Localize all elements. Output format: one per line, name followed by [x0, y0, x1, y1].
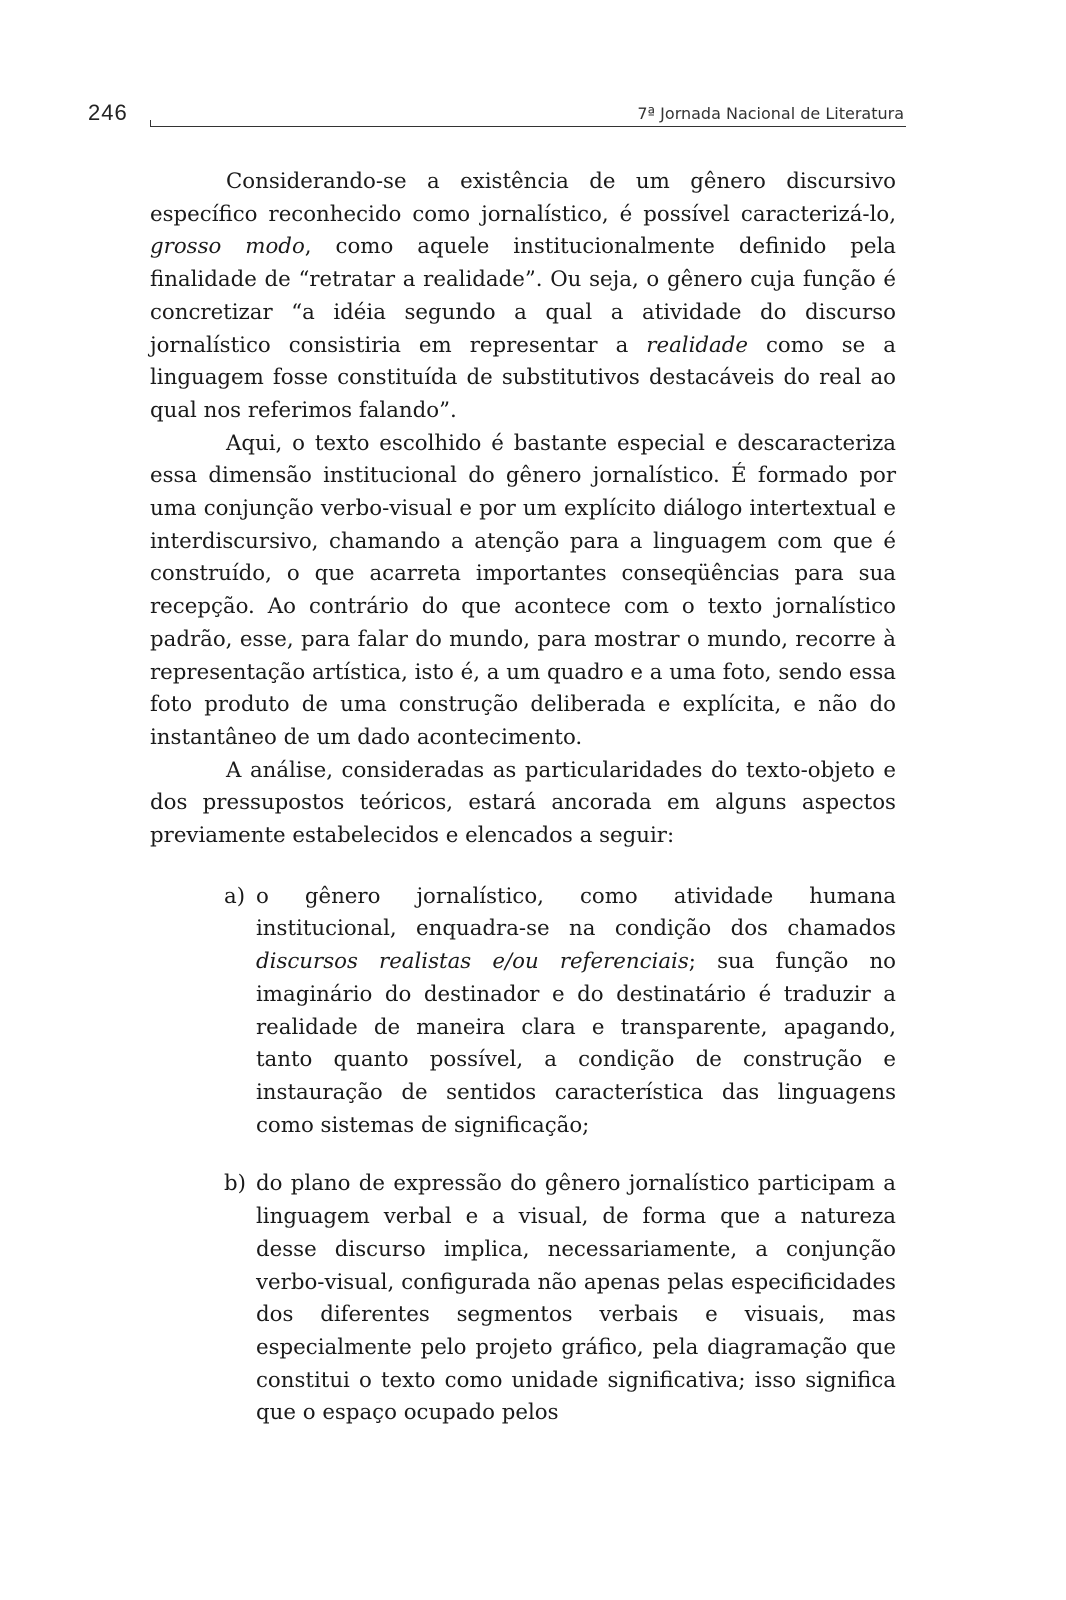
header-rule: [150, 126, 906, 127]
paragraph-1-text-b: , como aquele institucionalmente definido pela finalidade de “retratar a realidade”. Ou seja, o gênero cuja função é concretizar “a idéia segundo a qual a atividade do discurso jornalístico consistiria em representar a: [150, 234, 896, 358]
paragraph-1: [150, 166, 896, 428]
list-item-a-text-b: ; sua função no imaginário do destinador e do destinatário é traduzir a realidade de maneira clara e transparente, apagando, tanto quanto possível, a condição de construção e instauração de sentidos característica das linguagens como sistemas de significação;: [256, 949, 896, 1138]
list-marker-a: a): [224, 883, 246, 909]
aspects-list: [150, 881, 896, 1430]
page-number: 246: [88, 100, 128, 125]
paragraph-2: Aqui, o texto escolhido é bastante especial e descaracteriza essa dimensão institucional do gênero jornalístico. É formado por uma conjunção verbo-visual e por um explícito diálogo intertextual e interdiscursivo, chamando a atenção para a linguagem com que é construído, o que acarreta importantes conseqüências para sua recepção. Ao contrário do que acontece com o texto jornalístico padrão, esse, para falar do mundo, para mostrar o mundo, recorre à representação artística, isto é, a um quadro e a uma foto, sendo essa foto produto de uma construção deliberada e explícita, e não do instantâneo de um dado acontecimento.: [150, 430, 896, 750]
list-item-b-text: do plano de expressão do gênero jornalístico participam a linguagem verbal e a visual, de forma que a natureza desse discurso implica, necessariamente, a conjunção verbo-visual, configurada não apenas pelas especificidades dos diferentes segmentos verbais e visuais, mas especialmente pelo projeto gráfico, pela diagramação que constitui o texto como unidade significativa; isso significa que o espaço ocupado pelos: [256, 1171, 896, 1426]
list-item-b: [150, 1168, 896, 1430]
list-item-a: [150, 881, 896, 1143]
paragraph-1-italic-a: grosso modo: [150, 234, 305, 260]
list-item-a-italic: discursos realistas e/ou referenciais: [256, 949, 689, 975]
body-text: [150, 166, 896, 1430]
list-item-a-text-a: o gênero jornalístico, como atividade humana institucional, enquadra-se na condição dos chamados: [256, 883, 896, 942]
paragraph-1-italic-b: realidade: [646, 332, 748, 358]
running-title: 7ª Jornada Nacional de Literatura: [637, 104, 904, 123]
list-marker-b: b): [224, 1171, 246, 1197]
page-header: [88, 96, 906, 132]
paragraph-1-text-c: como se a linguagem fosse constituída de substitutivos destacáveis do real ao qual nos referimos falando”.: [150, 332, 896, 423]
paragraph-3: A análise, consideradas as particularidades do texto-objeto e dos pressupostos teóricos, estará ancorada em alguns aspectos previamente estabelecidos e elencados a seguir:: [150, 757, 896, 849]
paragraph-1-text-a: Considerando-se a existência de um gênero discursivo específico reconhecido como jornalístico, é possível caracterizá-lo,: [150, 169, 896, 227]
